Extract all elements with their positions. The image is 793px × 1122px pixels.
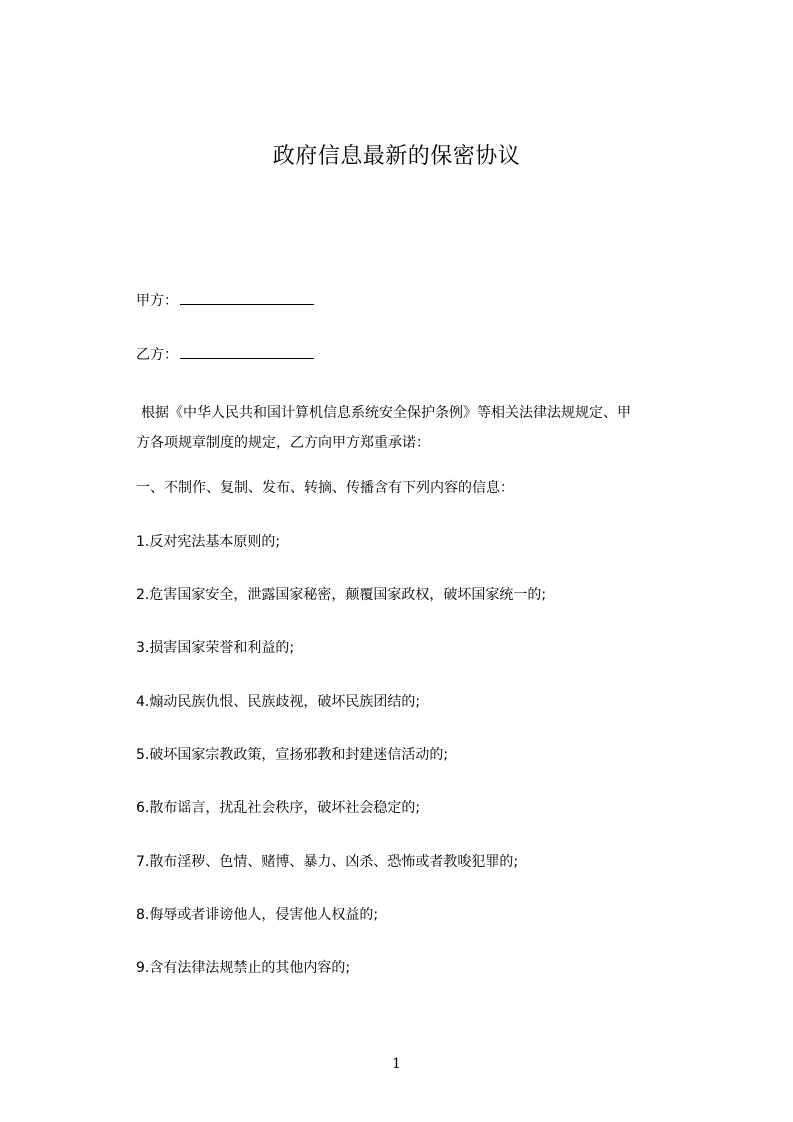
list-item: 5.破坏国家宗教政策，宣扬邪教和封建迷信活动的; [136, 747, 449, 763]
intro-line-1: 根据《中华人民共和国计算机信息系统安全保护条例》等相关法律法规规定、甲 [141, 405, 631, 421]
party-b-line [136, 344, 314, 365]
list-item: 9.含有法律法规禁止的其他内容的; [136, 960, 351, 976]
party-a-label: 甲方： [136, 293, 178, 309]
list-item: 1.反对宪法基本原则的; [136, 534, 281, 550]
intro-paragraph [136, 398, 676, 458]
section-1-heading: 一、不制作、复制、发布、转摘、传播含有下列内容的信息： [136, 480, 514, 496]
list-item: 8.侮辱或者诽谤他人，侵害他人权益的; [136, 907, 379, 923]
party-a-blank [180, 290, 314, 305]
list-item: 3.损害国家荣誉和利益的; [136, 640, 295, 656]
party-b-blank [180, 344, 314, 359]
list-item: 2.危害国家安全，泄露国家秘密，颠覆国家政权，破坏国家统一的; [136, 587, 547, 603]
page-number: 1 [392, 1056, 401, 1072]
party-a-line [136, 290, 314, 311]
document-title: 政府信息最新的保密协议 [272, 144, 521, 169]
party-b-label: 乙方： [136, 347, 178, 363]
list-item: 4.煽动民族仇恨、民族歧视，破坏民族团结的; [136, 694, 421, 710]
list-item: 6.散布谣言，扰乱社会秩序，破坏社会稳定的; [136, 800, 421, 816]
intro-line-2: 方各项规章制度的规定，乙方向甲方郑重承诺： [136, 435, 430, 451]
list-item: 7.散布淫秽、色情、赌博、暴力、凶杀、恐怖或者教唆犯罪的; [136, 854, 519, 870]
